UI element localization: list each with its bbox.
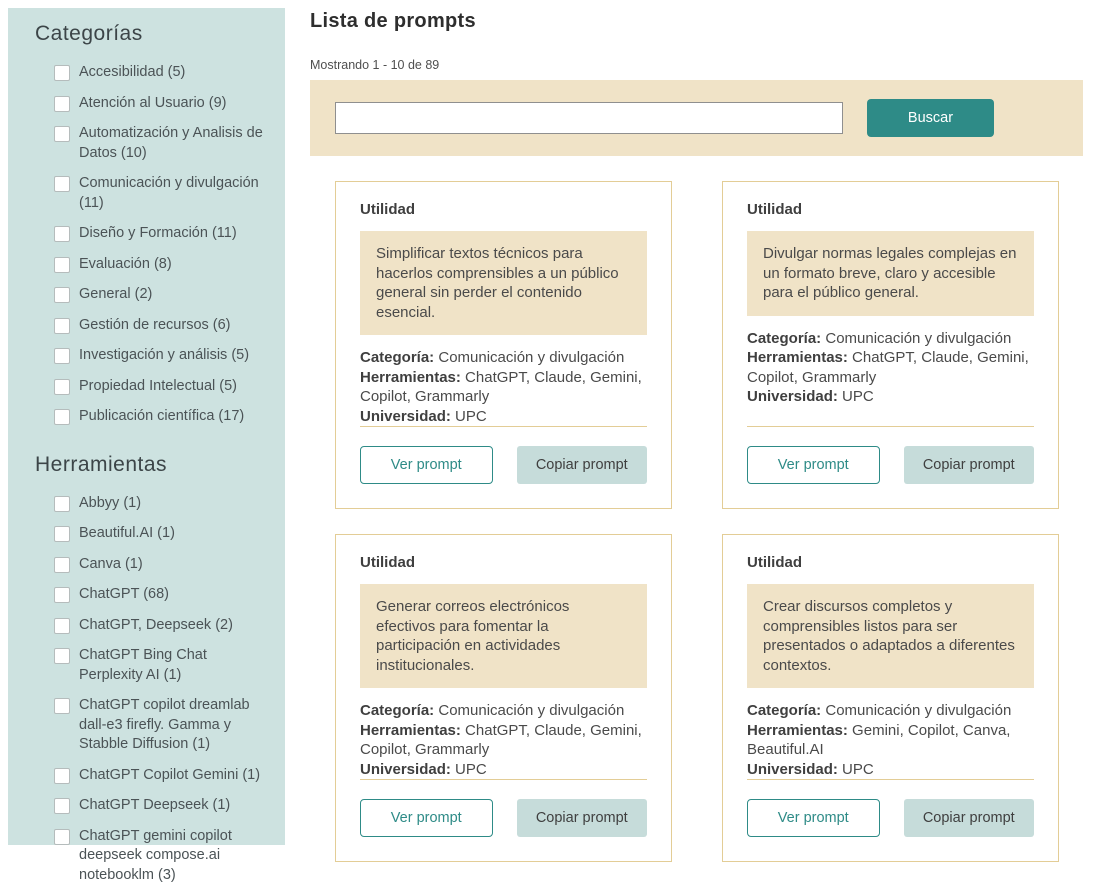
- tool-filter-item[interactable]: [35, 616, 269, 636]
- card-meta: [360, 348, 647, 426]
- card-university-label: Universidad:: [360, 761, 451, 778]
- category-filter-label: General (2): [79, 285, 152, 305]
- category-filter-label: Evaluación (8): [79, 255, 172, 275]
- checkbox-icon[interactable]: [54, 318, 70, 334]
- card-meta: [747, 329, 1034, 407]
- card-meta: [360, 701, 647, 779]
- tool-filter-label: Abbyy (1): [79, 494, 141, 514]
- category-filter-item[interactable]: [35, 124, 269, 163]
- view-prompt-button[interactable]: Ver prompt: [747, 446, 880, 484]
- categories-heading: Categorías: [35, 22, 269, 46]
- tool-filter-label: ChatGPT copilot dreamlab dall-e3 firefly. Gamma y Stabble Diffusion (1): [79, 696, 269, 755]
- category-filter-item[interactable]: [35, 255, 269, 275]
- card-tools-label: Herramientas:: [747, 722, 848, 739]
- checkbox-icon[interactable]: [54, 226, 70, 242]
- tool-filter-item[interactable]: [35, 796, 269, 816]
- checkbox-icon[interactable]: [54, 348, 70, 364]
- card-meta: [747, 701, 1034, 779]
- checkbox-icon[interactable]: [54, 409, 70, 425]
- checkbox-icon[interactable]: [54, 526, 70, 542]
- category-filter-label: Propiedad Intelectual (5): [79, 377, 237, 397]
- card-category-value: Comunicación y divulgación: [434, 702, 624, 719]
- category-filter-item[interactable]: [35, 94, 269, 114]
- tool-filter-item[interactable]: [35, 494, 269, 514]
- checkbox-icon[interactable]: [54, 618, 70, 634]
- tool-filter-item[interactable]: [35, 696, 269, 755]
- category-filter-item[interactable]: [35, 224, 269, 244]
- page-title: Lista de prompts: [310, 10, 1083, 33]
- category-filter-label: Investigación y análisis (5): [79, 346, 249, 366]
- card-buttons-row: [747, 799, 1034, 837]
- checkbox-icon[interactable]: [54, 768, 70, 784]
- category-filter-label: Diseño y Formación (11): [79, 224, 237, 244]
- checkbox-icon[interactable]: [54, 587, 70, 603]
- category-filter-label: Gestión de recursos (6): [79, 316, 231, 336]
- checkbox-icon[interactable]: [54, 379, 70, 395]
- checkbox-icon[interactable]: [54, 557, 70, 573]
- category-filter-item[interactable]: [35, 377, 269, 397]
- card-tools-value: ChatGPT, Claude, Gemini, Copilot, Grammarly: [360, 369, 642, 406]
- card-university-label: Universidad:: [747, 761, 838, 778]
- search-button[interactable]: Buscar: [867, 99, 994, 137]
- card-buttons-row: [360, 799, 647, 837]
- card-category-label: Categoría:: [360, 702, 434, 719]
- tool-filter-item[interactable]: [35, 827, 269, 885]
- prompt-cards-grid: [335, 181, 1059, 862]
- category-filter-item[interactable]: [35, 174, 269, 213]
- category-filter-label: Comunicación y divulgación (11): [79, 174, 269, 213]
- card-utility-text: Crear discursos completos y comprensibles listos para ser presentados o adaptados a diferentes contextos.: [747, 584, 1034, 688]
- card-divider: [360, 779, 647, 780]
- card-utility-heading: Utilidad: [360, 554, 647, 571]
- category-filter-label: Accesibilidad (5): [79, 63, 185, 83]
- card-category-value: Comunicación y divulgación: [434, 349, 624, 366]
- card-category-value: Comunicación y divulgación: [821, 702, 1011, 719]
- copy-prompt-button[interactable]: Copiar prompt: [904, 799, 1035, 837]
- card-tools-value: ChatGPT, Claude, Gemini, Copilot, Grammarly: [360, 722, 642, 759]
- copy-prompt-button[interactable]: Copiar prompt: [517, 446, 648, 484]
- checkbox-icon[interactable]: [54, 798, 70, 814]
- card-university-value: UPC: [451, 408, 487, 425]
- checkbox-icon[interactable]: [54, 257, 70, 273]
- tool-filter-label: ChatGPT Copilot Gemini (1): [79, 766, 260, 786]
- category-filter-item[interactable]: [35, 316, 269, 336]
- card-university-label: Universidad:: [360, 408, 451, 425]
- card-tools-label: Herramientas:: [747, 349, 848, 366]
- tool-filter-label: ChatGPT, Deepseek (2): [79, 616, 233, 636]
- card-tools-label: Herramientas:: [360, 369, 461, 386]
- card-divider: [747, 779, 1034, 780]
- card-tools-label: Herramientas:: [360, 722, 461, 739]
- tool-filter-label: ChatGPT (68): [79, 585, 169, 605]
- tool-filter-item[interactable]: [35, 766, 269, 786]
- card-utility-text: Simplificar textos técnicos para hacerlos comprensibles a un público general sin perder el contenido esencial.: [360, 231, 647, 335]
- card-buttons-row: [747, 446, 1034, 484]
- card-utility-heading: Utilidad: [747, 201, 1034, 218]
- checkbox-icon[interactable]: [54, 648, 70, 664]
- category-filter-item[interactable]: [35, 407, 269, 427]
- card-university-value: UPC: [451, 761, 487, 778]
- card-utility-text: Generar correos electrónicos efectivos para fomentar la participación en actividades institucionales.: [360, 584, 647, 688]
- tool-filter-label: ChatGPT Bing Chat Perplexity AI (1): [79, 646, 269, 685]
- category-filter-item[interactable]: [35, 63, 269, 83]
- card-buttons-row: [360, 446, 647, 484]
- card-category-value: Comunicación y divulgación: [821, 330, 1011, 347]
- view-prompt-button[interactable]: Ver prompt: [747, 799, 880, 837]
- card-university-label: Universidad:: [747, 388, 838, 405]
- filters-sidebar: [8, 8, 285, 845]
- tool-filter-label: Canva (1): [79, 555, 143, 575]
- results-count: Mostrando 1 - 10 de 89: [310, 58, 1083, 72]
- view-prompt-button[interactable]: Ver prompt: [360, 799, 493, 837]
- card-category-label: Categoría:: [747, 330, 821, 347]
- category-filter-item[interactable]: [35, 285, 269, 305]
- prompt-card: [335, 181, 672, 509]
- search-input[interactable]: [335, 102, 843, 134]
- tools-heading: Herramientas: [35, 453, 269, 477]
- copy-prompt-button[interactable]: Copiar prompt: [517, 799, 648, 837]
- category-filter-label: Automatización y Analisis de Datos (10): [79, 124, 269, 163]
- checkbox-icon[interactable]: [54, 65, 70, 81]
- prompt-card: [722, 534, 1059, 862]
- card-university-value: UPC: [838, 388, 874, 405]
- category-filter-item[interactable]: [35, 346, 269, 366]
- card-utility-heading: Utilidad: [747, 554, 1034, 571]
- card-tools-value: Gemini, Copilot, Canva, Beautiful.AI: [747, 722, 1010, 759]
- copy-prompt-button[interactable]: Copiar prompt: [904, 446, 1035, 484]
- tool-filter-label: ChatGPT gemini copilot deepseek compose.ai notebooklm (3): [79, 827, 269, 885]
- checkbox-icon[interactable]: [54, 96, 70, 112]
- tool-filter-item[interactable]: [35, 646, 269, 685]
- checkbox-icon[interactable]: [54, 126, 70, 142]
- tool-filter-item[interactable]: [35, 524, 269, 544]
- search-bar: [310, 80, 1083, 156]
- card-utility-text: Divulgar normas legales complejas en un formato breve, claro y accesible para el público general.: [747, 231, 1034, 316]
- checkbox-icon[interactable]: [54, 829, 70, 845]
- checkbox-icon[interactable]: [54, 287, 70, 303]
- category-filter-label: Publicación científica (17): [79, 407, 244, 427]
- card-tools-value: ChatGPT, Claude, Gemini, Copilot, Grammarly: [747, 349, 1029, 386]
- category-filter-list: [35, 63, 269, 427]
- tool-filter-label: Beautiful.AI (1): [79, 524, 175, 544]
- card-utility-heading: Utilidad: [360, 201, 647, 218]
- view-prompt-button[interactable]: Ver prompt: [360, 446, 493, 484]
- card-category-label: Categoría:: [360, 349, 434, 366]
- card-divider: [360, 426, 647, 427]
- card-category-label: Categoría:: [747, 702, 821, 719]
- tool-filter-item[interactable]: [35, 555, 269, 575]
- tool-filter-list: [35, 494, 269, 885]
- prompt-card: [335, 534, 672, 862]
- checkbox-icon[interactable]: [54, 496, 70, 512]
- card-divider: [747, 426, 1034, 427]
- category-filter-label: Atención al Usuario (9): [79, 94, 227, 114]
- main-content: [310, 0, 1083, 862]
- prompt-card: [722, 181, 1059, 509]
- checkbox-icon[interactable]: [54, 176, 70, 192]
- card-university-value: UPC: [838, 761, 874, 778]
- tool-filter-label: ChatGPT Deepseek (1): [79, 796, 230, 816]
- tool-filter-item[interactable]: [35, 585, 269, 605]
- checkbox-icon[interactable]: [54, 698, 70, 714]
